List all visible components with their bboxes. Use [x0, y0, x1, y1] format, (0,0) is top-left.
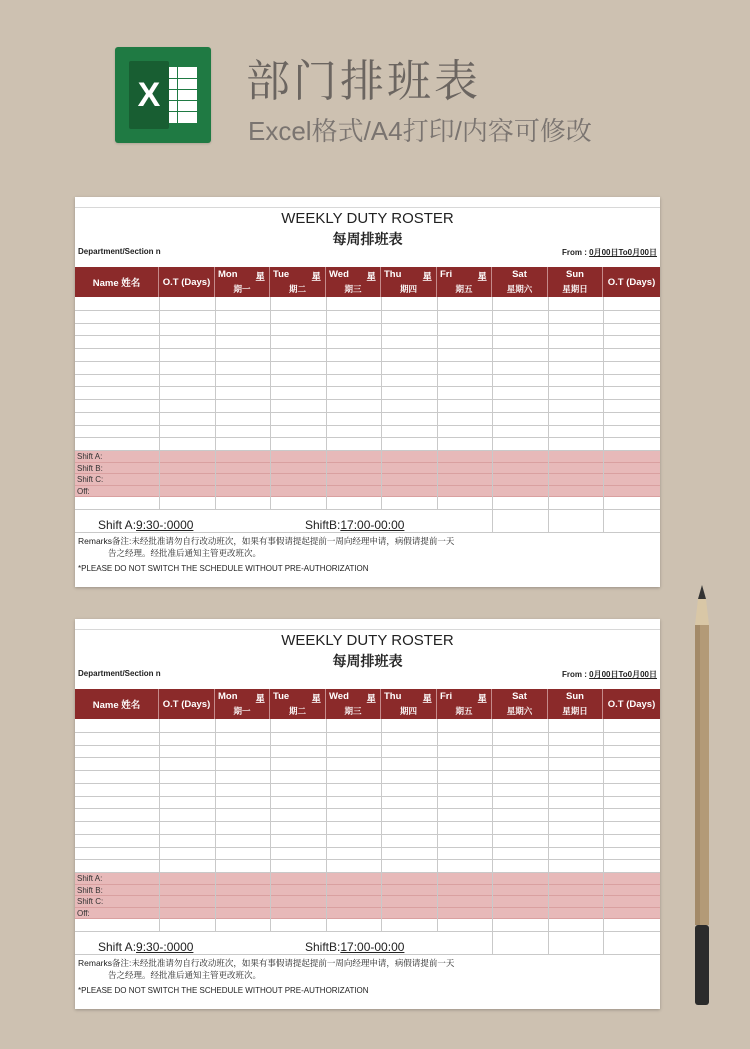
- date-range[interactable]: From : 0月00日To0月00日: [562, 248, 657, 257]
- remarks: Remarks备注:未经批准请勿自行改动班次，如果有事假请提起提前一周向经理申请，病假请提前一天 告之经理。经批准后通知主管更改班次。: [78, 536, 455, 558]
- column-header-ot: O.T (Days): [159, 689, 215, 719]
- column-header-day: Fri 星 期五: [437, 267, 492, 297]
- shift-row[interactable]: Off:: [75, 908, 660, 920]
- shift-a-time: Shift A:9:30-:0000: [98, 518, 194, 532]
- column-header-name: Name 姓名: [75, 267, 159, 297]
- excel-x-letter: X: [137, 76, 161, 114]
- roster-title-en: WEEKLY DUTY ROSTER: [281, 210, 454, 227]
- page-subtitle: Excel格式/A4打印/内容可修改: [248, 116, 592, 146]
- column-header-day: Fri 星 期五: [437, 689, 492, 719]
- column-header-ot-end: O.T (Days): [607, 276, 656, 288]
- shift-row[interactable]: Shift B:: [75, 463, 660, 475]
- date-range-value[interactable]: 0月00日To0月00日: [589, 248, 657, 257]
- department-label: Department/Section n: [78, 247, 161, 256]
- shift-row[interactable]: Shift C:: [75, 896, 660, 908]
- shift-a-time: Shift A:9:30-:0000: [98, 940, 194, 954]
- column-header-day: Mon 星 期一: [215, 267, 270, 297]
- date-range-value[interactable]: 0月00日To0月00日: [589, 670, 657, 679]
- column-header-day: Sun 星期日: [548, 267, 603, 297]
- column-header-day: Thu 星 期四: [381, 689, 437, 719]
- column-header-bar: [75, 267, 660, 297]
- shift-row[interactable]: Shift A:: [75, 451, 660, 463]
- column-header-ot: O.T (Days): [159, 267, 215, 297]
- roster-grid[interactable]: [75, 719, 660, 931]
- roster-title-zh: 每周排班表: [332, 653, 403, 669]
- department-label: Department/Section n: [78, 669, 161, 678]
- roster-grid[interactable]: [75, 297, 660, 509]
- excel-logo-icon: [115, 47, 211, 143]
- shift-b-time: ShiftB:17:00-00:00: [305, 518, 405, 532]
- shift-row[interactable]: Shift B:: [75, 885, 660, 897]
- column-header-day: Mon 星 期一: [215, 689, 270, 719]
- date-range[interactable]: From : 0月00日To0月00日: [562, 670, 657, 679]
- page-title: 部门排班表: [246, 57, 481, 106]
- roster-title-zh: 每周排班表: [332, 231, 403, 247]
- column-header-day: Tue 星 期二: [270, 689, 326, 719]
- column-header-ot-end: O.T (Days): [607, 698, 656, 710]
- roster-title-en: WEEKLY DUTY ROSTER: [281, 632, 454, 649]
- shift-row[interactable]: Shift A:: [75, 873, 660, 885]
- column-header-name: Name 姓名: [75, 689, 159, 719]
- roster-sheet: [75, 197, 660, 587]
- authorization-note: *PLEASE DO NOT SWITCH THE SCHEDULE WITHOUT PRE-AUTHORIZATION: [78, 986, 369, 995]
- column-header-day: Sun 星期日: [548, 689, 603, 719]
- column-header-day: Sat 星期六: [492, 267, 548, 297]
- column-header-bar: [75, 689, 660, 719]
- column-header-day: Tue 星 期二: [270, 267, 326, 297]
- column-header-day: Sat 星期六: [492, 689, 548, 719]
- column-header-day: Wed 星 期三: [326, 689, 381, 719]
- remarks: Remarks备注:未经批准请勿自行改动班次，如果有事假请提起提前一周向经理申请，病假请提前一天 告之经理。经批准后通知主管更改班次。: [78, 958, 455, 980]
- shift-row[interactable]: Off:: [75, 486, 660, 498]
- shift-row[interactable]: Shift C:: [75, 474, 660, 486]
- pencil-icon: [690, 585, 714, 1005]
- column-header-day: Wed 星 期三: [326, 267, 381, 297]
- authorization-note: *PLEASE DO NOT SWITCH THE SCHEDULE WITHOUT PRE-AUTHORIZATION: [78, 564, 369, 573]
- roster-sheet: [75, 619, 660, 1009]
- shift-b-time: ShiftB:17:00-00:00: [305, 940, 405, 954]
- column-header-day: Thu 星 期四: [381, 267, 437, 297]
